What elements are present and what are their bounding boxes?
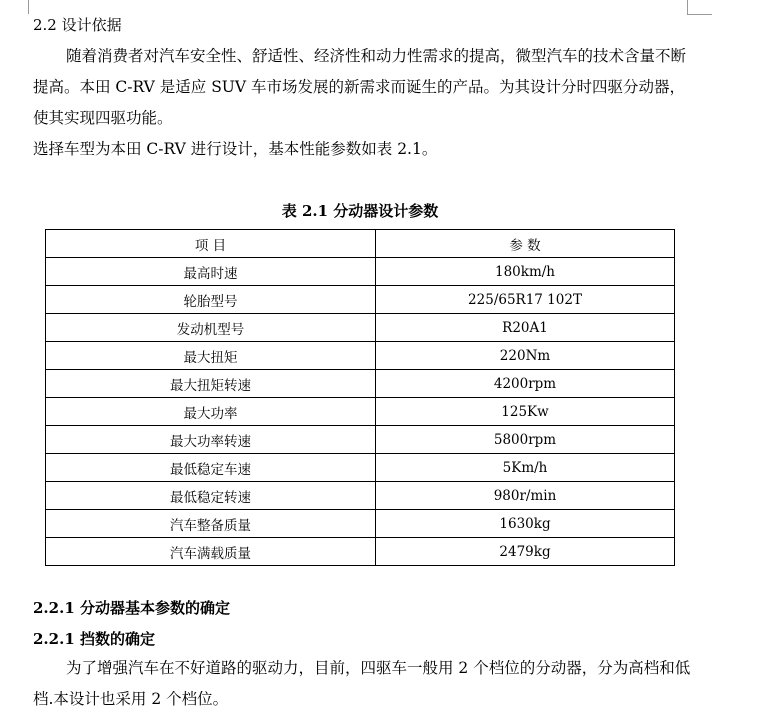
table-caption: 表 2.1 分动器设计参数 xyxy=(281,202,439,220)
parameter-value-cell: 5800rpm xyxy=(376,426,675,454)
subsection-heading-parameters: 2.2.1 分动器基本参数的确定 xyxy=(33,599,230,617)
table-row xyxy=(46,398,675,426)
table-row xyxy=(46,426,675,454)
parameter-value-cell: 4200rpm xyxy=(376,370,675,398)
parameter-value-cell: 225/65R17 102T xyxy=(376,286,675,314)
parameter-value-cell: 980r/min xyxy=(376,482,675,510)
parameter-value-cell: 125Kw xyxy=(376,398,675,426)
intro-paragraph-text: 随着消费者对汽车安全性、舒适性、经济性和动力性需求的提高，微型汽车的技术含量不断提高。本田 C-RV 是适应 SUV 车市场发展的新需求而诞生的产品。为其设计分时四驱分动器，使其实现四驱功能。 xyxy=(33,47,687,127)
parameter-name-cell: 最低稳定车速 xyxy=(46,454,376,482)
vehicle-selection-paragraph: 选择车型为本田 C-RV 进行设计，基本性能参数如表 2.1。 xyxy=(33,140,438,158)
parameter-table xyxy=(45,229,675,566)
parameter-value-cell: 180km/h xyxy=(376,258,675,286)
parameter-value-cell: 5Km/h xyxy=(376,454,675,482)
parameter-value-cell: 2479kg xyxy=(376,538,675,566)
parameter-value-cell: 1630kg xyxy=(376,510,675,538)
page-corner-mark-left xyxy=(28,0,29,14)
column-header-item: 项 目 xyxy=(46,230,376,258)
table-row xyxy=(46,370,675,398)
section-heading: 2.2 设计依据 xyxy=(33,16,122,34)
table-row xyxy=(46,482,675,510)
parameter-name-cell: 最高时速 xyxy=(46,258,376,286)
gear-count-paragraph xyxy=(33,653,693,715)
table-header-row xyxy=(46,230,675,258)
gear-count-paragraph-text: 为了增强汽车在不好道路的驱动力，目前，四驱车一般用 2 个档位的分动器，分为高档和低档.本设计也采用 2 个档位。 xyxy=(33,659,691,708)
page-corner-mark-right xyxy=(687,0,712,15)
table-row xyxy=(46,510,675,538)
table-row xyxy=(46,314,675,342)
table-row xyxy=(46,454,675,482)
column-header-value: 参 数 xyxy=(376,230,675,258)
parameter-name-cell: 最低稳定转速 xyxy=(46,482,376,510)
parameter-name-cell: 发动机型号 xyxy=(46,314,376,342)
parameter-name-cell: 最大功率 xyxy=(46,398,376,426)
table-row xyxy=(46,286,675,314)
table-row xyxy=(46,342,675,370)
parameter-name-cell: 最大扭矩 xyxy=(46,342,376,370)
parameter-name-cell: 汽车满载质量 xyxy=(46,538,376,566)
table-row xyxy=(46,258,675,286)
parameter-value-cell: R20A1 xyxy=(376,314,675,342)
parameter-name-cell: 最大功率转速 xyxy=(46,426,376,454)
parameter-name-cell: 汽车整备质量 xyxy=(46,510,376,538)
parameter-name-cell: 轮胎型号 xyxy=(46,286,376,314)
parameter-name-cell: 最大扭矩转速 xyxy=(46,370,376,398)
table-row xyxy=(46,538,675,566)
parameter-value-cell: 220Nm xyxy=(376,342,675,370)
intro-paragraph xyxy=(33,41,693,134)
subsection-heading-gear-count: 2.2.1 挡数的确定 xyxy=(33,630,155,648)
